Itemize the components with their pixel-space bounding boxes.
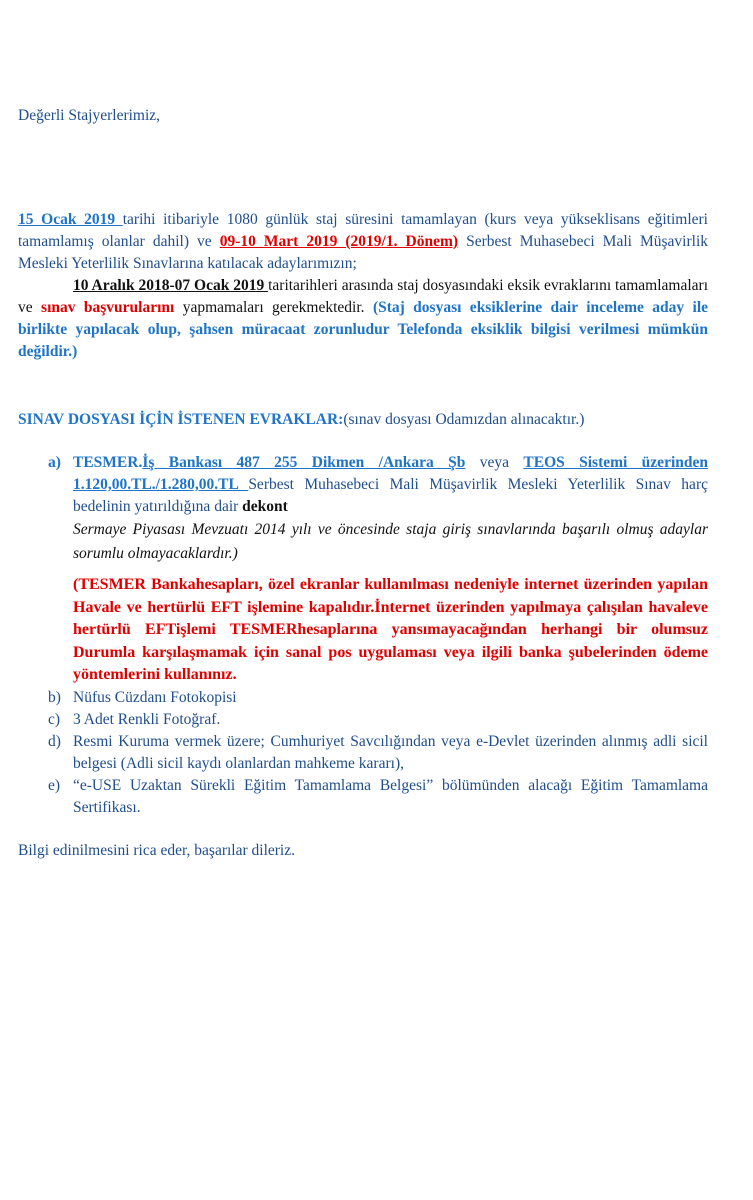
item-marker: d) — [48, 732, 61, 750]
required-documents-heading — [18, 409, 584, 431]
fee-text: Serbest Muhasebeci Mali Müşavirlik Mesleki Yeterlilik Sınav harç bedelinin yatırıldığına dair — [73, 476, 708, 515]
list-item-d — [18, 731, 708, 775]
item-text: Nüfus Cüzdanı Fotokopisi — [73, 688, 237, 706]
in-person-note: (Staj dosyası eksiklerine dair inceleme aday ile birlikte yapılacak olup, şahsen müracaat zorunludur Telefonda eksiklik bilgisi verilmesi mümkün değildir.) — [18, 299, 709, 360]
list-item-c — [18, 709, 708, 731]
capital-markets-note: Sermaye Piyasası Mevzuatı 2014 yılı ve öncesinde staja giriş sınavlarında başarılı olmuş adaylar sorumlu olmayacaklardır.) — [73, 521, 708, 562]
bank-warning: (TESMER Bankahesapları, özel ekranlar kullanılması nedeniyle internet üzerinden yapılan Havale ve hertürlü EFT işlemine kapalıdır.İnternet üzerinden yapılmaya çalışılan havaleve hertürlü EFTişlemi TESMERhesaplarına yansımayacağından herhangi bir olumsuz Durumla karşılaşmamak için sanal pos uygulaması veya ilgili banka şubelerinden ödeme yöntemlerini kullanınız. — [73, 576, 708, 683]
deadline-date: 15 Ocak 2019 — [18, 211, 123, 228]
item-marker: e) — [48, 776, 61, 794]
intro-text-3: taritarihleri arasında staj dosyasındaki eksik evraklarını tamamlamaları ve — [18, 277, 709, 316]
heading-bold: SINAV DOSYASI İÇİN İSTENEN EVRAKLAR: — [18, 411, 344, 428]
list-item-b — [18, 687, 708, 709]
application-period: 10 Aralık 2018-07 Ocak 2019 — [73, 277, 269, 294]
intro-second-paragraph — [18, 275, 708, 363]
list-item-e — [18, 775, 708, 819]
item-content — [73, 452, 708, 687]
intro-text-4: yapmamaları gerekmektedir. — [174, 299, 373, 316]
item-marker: c) — [48, 710, 61, 728]
item-marker: b) — [48, 688, 61, 706]
intro-text-2: Serbest Muhasebeci Mali Müşavirlik Mesleki Yeterlilik Sınavlarına katılacak adaylarımızın; — [18, 233, 708, 272]
intro-first-paragraph — [18, 209, 708, 275]
item-text: 3 Adet Renkli Fotoğraf. — [73, 710, 221, 728]
bank-prefix: TESMER. — [73, 454, 143, 471]
teos-link[interactable]: TEOS Sistemi üzerinden 1.120,00.TL./1.280,00.TL — [73, 454, 708, 493]
receipt-word: dekont — [242, 498, 288, 515]
exam-applications: sınav başvurularını — [41, 299, 175, 316]
greeting: Değerli Stajyerlerimiz, — [18, 107, 161, 124]
item-marker: a) — [48, 454, 61, 471]
bank-account-link[interactable]: İş Bankası 487 255 Dikmen /Ankara Şb — [142, 454, 466, 471]
heading-note: (sınav dosyası Odamızdan alınacaktır.) — [343, 411, 585, 428]
closing-text: Bilgi edinilmesini rica eder, başarılar dileriz. — [18, 842, 295, 859]
item-text: “e-USE Uzaktan Sürekli Eğitim Tamamlama Belgesi” bölümünden alacağı Eğitim Tamamlama Sertifikası. — [73, 776, 708, 816]
exam-date: 09-10 Mart 2019 (2019/1. Dönem) — [219, 233, 459, 250]
payment-info — [73, 452, 708, 518]
intro-paragraph — [18, 209, 708, 363]
intro-text-1: tarihi itibariyle 1080 günlük staj süresini tamamlayan (kurs veya yükseklisans eğitimleri tamamlamış olanlar dahil) ve — [18, 211, 708, 250]
list-item-a — [18, 452, 708, 687]
or-text: veya — [465, 454, 524, 471]
item-text: Resmi Kuruma vermek üzere; Cumhuriyet Savcılığından veya e-Devlet üzerinden alınmış adli sicil belgesi (Adli sicil kaydı olanlardan mahkeme kararı), — [73, 732, 708, 772]
documents-list — [18, 452, 708, 819]
